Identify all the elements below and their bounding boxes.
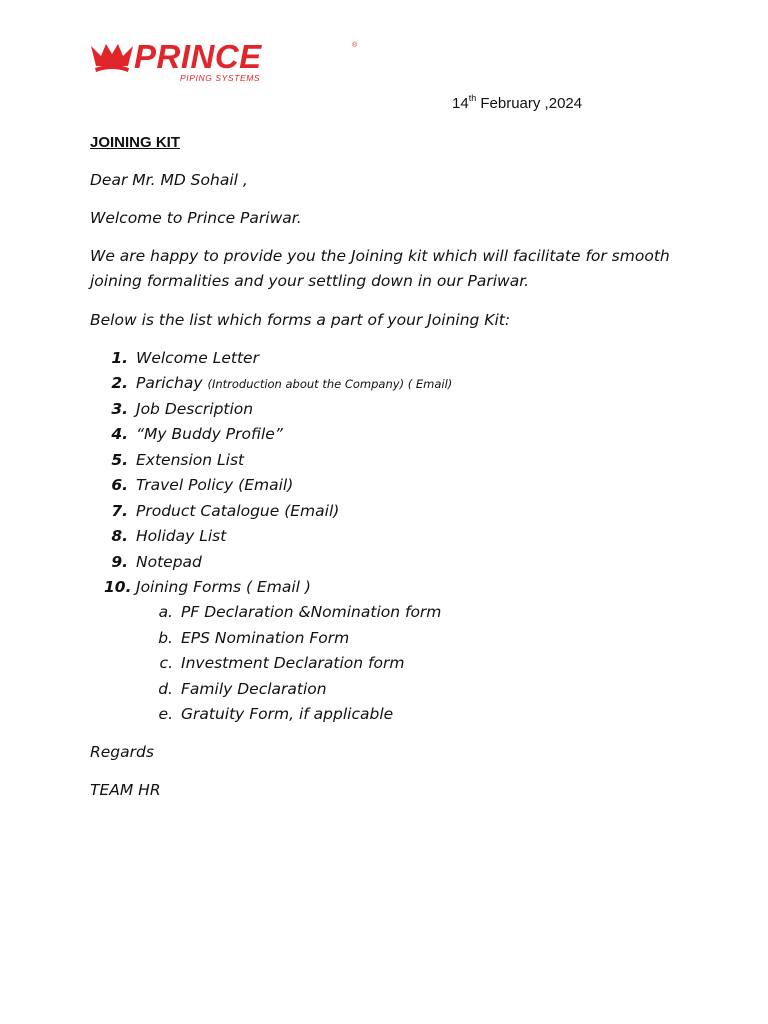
crown-icon bbox=[90, 42, 134, 74]
sub-list-letter: e. bbox=[158, 705, 173, 723]
list-item bbox=[104, 422, 283, 447]
list-item-number: 3. bbox=[111, 400, 128, 418]
list-item-text: Extension List bbox=[136, 451, 245, 469]
sub-list-text: Gratuity Form, if applicable bbox=[181, 705, 394, 723]
sub-list-letter: d. bbox=[158, 680, 173, 698]
sub-list-letter: b. bbox=[158, 629, 173, 647]
intro-paragraph: We are happy to provide you the Joining kit which will facilitate for smooth joining formalities and your settling down in our Pariwar. bbox=[90, 247, 670, 290]
list-item-number: 4. bbox=[111, 425, 128, 443]
date-suffix: th bbox=[468, 93, 477, 103]
list-item-text: Welcome Letter bbox=[136, 349, 259, 367]
date-rest: February ,2024 bbox=[476, 95, 583, 112]
list-item-text: Travel Policy (Email) bbox=[136, 476, 294, 494]
list-item-number: 5. bbox=[111, 451, 128, 469]
sub-list-item bbox=[155, 651, 404, 676]
list-item-number: 1. bbox=[111, 349, 128, 367]
list-item bbox=[104, 473, 293, 498]
sub-list-text: Investment Declaration form bbox=[181, 654, 405, 672]
closing: Regards bbox=[90, 743, 154, 761]
page-title: JOINING KIT bbox=[90, 134, 181, 151]
sub-list-letter: a. bbox=[158, 603, 173, 621]
list-item-text: Holiday List bbox=[136, 527, 227, 545]
list-item-number: 2. bbox=[111, 374, 128, 392]
logo-wordmark: PRINCE bbox=[134, 38, 262, 75]
sub-list-item bbox=[155, 626, 349, 651]
signature: TEAM HR bbox=[90, 781, 161, 799]
registered-mark: ® bbox=[352, 42, 358, 49]
list-item-note: (Introduction about the Company) ( Email) bbox=[207, 377, 453, 391]
list-item-text: Notepad bbox=[136, 553, 202, 571]
list-item-text: “My Buddy Profile” bbox=[136, 425, 283, 443]
list-item-number: 10. bbox=[104, 578, 132, 596]
sub-list-text: PF Declaration &Nomination form bbox=[181, 603, 442, 621]
list-item-number: 6. bbox=[111, 476, 128, 494]
list-intro: Below is the list which forms a part of your Joining Kit: bbox=[90, 311, 511, 329]
list-item bbox=[104, 448, 244, 473]
list-item-number: 9. bbox=[111, 553, 128, 571]
list-item-text: Product Catalogue (Email) bbox=[136, 502, 340, 520]
letter-date bbox=[452, 95, 582, 112]
sub-list-item bbox=[155, 600, 441, 625]
sub-list-item bbox=[155, 702, 393, 727]
welcome-line: Welcome to Prince Pariwar. bbox=[90, 209, 302, 227]
sub-list-text: EPS Nomination Form bbox=[181, 629, 350, 647]
sub-list-text: Family Declaration bbox=[181, 680, 327, 698]
logo-subtitle: PIPING SYSTEMS bbox=[180, 73, 261, 83]
list-item bbox=[104, 575, 311, 600]
list-item-text: Parichay bbox=[136, 374, 208, 392]
list-item bbox=[104, 397, 253, 422]
list-item bbox=[104, 524, 226, 549]
list-item bbox=[104, 550, 202, 575]
list-item bbox=[104, 371, 452, 397]
date-day: 14 bbox=[452, 95, 469, 112]
list-item-text: Job Description bbox=[136, 400, 254, 418]
list-item-text: Joining Forms ( Email ) bbox=[136, 578, 311, 596]
prince-logo bbox=[90, 38, 358, 84]
list-item-number: 8. bbox=[111, 527, 128, 545]
list-item bbox=[104, 499, 339, 524]
salutation: Dear Mr. MD Sohail , bbox=[90, 171, 248, 189]
list-item-number: 7. bbox=[111, 502, 128, 520]
sub-list-item bbox=[155, 677, 327, 702]
list-item bbox=[104, 346, 259, 371]
sub-list-letter: c. bbox=[159, 654, 173, 672]
